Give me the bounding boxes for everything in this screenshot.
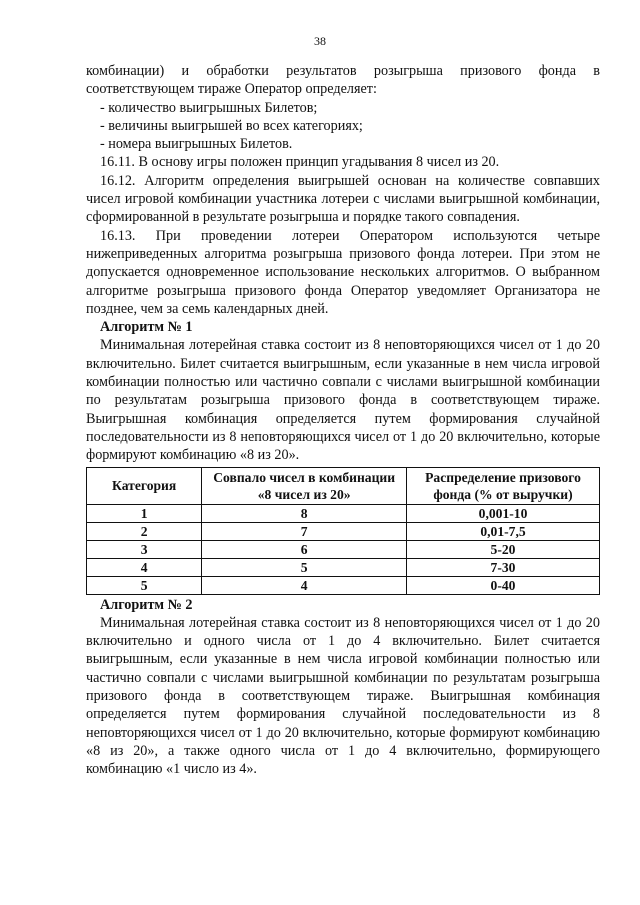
cell-category: 4 bbox=[87, 558, 202, 576]
algorithm-1-text: Минимальная лотерейная ставка состоит из 8 неповторяющихся чисел от 1 до 20 включительно. Билет считается выигрышным, если указанные в нем числа игровой комбинации полностью или частично совпали с числами выигрышной комбинации по результатам розыгрыша призового фонда в соответствующем тираже. Выигрышная комбинация определяется путем формирования случайной последовательности из 8 неповторяющихся чисел от 1 до 20 включительно, которые формируют комбинацию «8 из 20». bbox=[86, 337, 600, 464]
table-row bbox=[87, 522, 600, 540]
list-item: - величины выигрышей во всех категориях; bbox=[100, 117, 363, 134]
cell-percent: 0-40 bbox=[407, 576, 600, 594]
paragraph-16-11: 16.11. В основу игры положен принцип угадывания 8 чисел из 20. bbox=[100, 154, 500, 171]
table-row bbox=[87, 558, 600, 576]
cell-percent: 0,001-10 bbox=[407, 504, 600, 522]
algorithm-2-heading: Алгоритм № 2 bbox=[100, 596, 193, 613]
cell-matched: 8 bbox=[202, 504, 407, 522]
cell-category: 1 bbox=[87, 504, 202, 522]
intro-line-2: соответствующем тираже Оператор определяет: bbox=[86, 81, 377, 98]
cell-category: 3 bbox=[87, 540, 202, 558]
table-row bbox=[87, 576, 600, 594]
list-item: - количество выигрышных Билетов; bbox=[100, 99, 318, 116]
cell-percent: 5-20 bbox=[407, 540, 600, 558]
prize-distribution-table bbox=[86, 467, 600, 595]
cell-matched: 7 bbox=[202, 522, 407, 540]
algorithm-1-heading: Алгоритм № 1 bbox=[100, 319, 193, 336]
page-number: 38 bbox=[314, 34, 326, 48]
cell-matched: 4 bbox=[202, 576, 407, 594]
header-matched-numbers: Совпало чисел в комбинации «8 чисел из 20» bbox=[202, 467, 407, 504]
header-category: Категория bbox=[87, 467, 202, 504]
list-item: - номера выигрышных Билетов. bbox=[100, 136, 293, 153]
cell-percent: 7-30 bbox=[407, 558, 600, 576]
cell-category: 2 bbox=[87, 522, 202, 540]
table-row bbox=[87, 540, 600, 558]
cell-matched: 6 bbox=[202, 540, 407, 558]
cell-category: 5 bbox=[87, 576, 202, 594]
cell-percent: 0,01-7,5 bbox=[407, 522, 600, 540]
paragraph-16-12: 16.12. Алгоритм определения выигрышей основан на количестве совпавших чисел игровой комбинации участника лотереи с числами выигрышной комбинации, сформированной в результате розыгрыша и порядке такого совпадения. bbox=[86, 172, 600, 226]
algorithm-2-text: Минимальная лотерейная ставка состоит из 8 неповторяющихся чисел от 1 до 20 включительно и одного числа от 1 до 4 включительно. Билет считается выигрышным, если указанные в нем числа игровой комбинации полностью или частично совпали с числами выигрышной комбинации по результатам розыгрыша призового фонда в соответствующем тираже. Выигрышная комбинация определяется путем формирования случайной последовательности из 8 неповторяющихся чисел от 1 до 20 включительно, которые формируют комбинацию «8 из 20», а также одного числа от 1 до 4 включительно, формирующего комбинацию «1 число из 4». bbox=[86, 614, 600, 778]
intro-line-1: комбинации) и обработки результатов розыгрыша призового фонда в bbox=[86, 63, 600, 79]
table-header-row bbox=[87, 467, 600, 504]
paragraph-16-13: 16.13. При проведении лотереи Оператором используются четыре нижеприведенных алгоритма розыгрыша призового фонда лотереи. При этом не допускается одновременное использование нескольких алгоритмов. О выбранном алгоритме розыгрыша призового фонда Оператор уведомляет Организатора не позднее, чем за семь календарных дней. bbox=[86, 227, 600, 317]
document-body bbox=[86, 62, 600, 779]
header-prize-distribution: Распределение призового фонда (% от выручки) bbox=[407, 467, 600, 504]
table-row bbox=[87, 504, 600, 522]
cell-matched: 5 bbox=[202, 558, 407, 576]
